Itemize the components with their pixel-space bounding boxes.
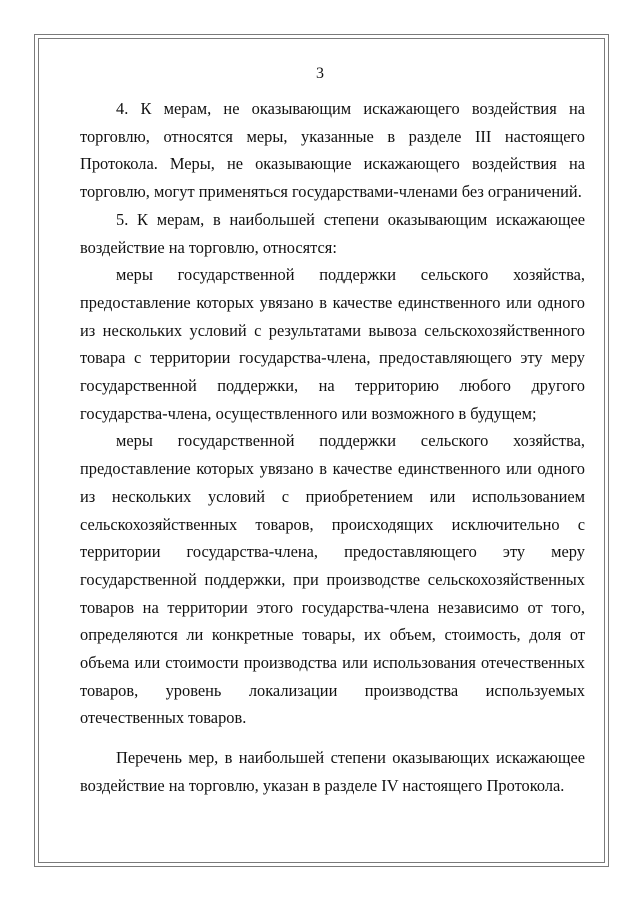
- paragraph-4: 4. К мерам, не оказывающим искажающего воздействия на торговлю, относятся меры, указанные в разделе III настоящего Протокола. Меры, не оказывающие искажающего воздействия на торговлю, могут применяться государствами-членами без ограничений.: [80, 99, 585, 202]
- paragraph-5: 5. К мерам, в наибольшей степени оказывающим искажающее воздействие на торговлю, относятся:: [80, 209, 585, 257]
- paragraph-5-item-1: меры государственной поддержки сельского хозяйства, предоставление которых увязано в качестве единственного или одного из нескольких условий с результатами вывоза сельскохозяйственного товара с территории государства-члена, предоставляющего эту меру государственной поддержки, на территорию любого другого государства-члена, осуществленного или возможного в будущем;: [80, 265, 585, 423]
- document-body: [80, 95, 585, 800]
- page-number: 3: [316, 65, 324, 82]
- paragraph-5-item-2: меры государственной поддержки сельского хозяйства, предоставление которых увязано в качестве единственного или одного из нескольких условий с приобретением или использованием сельскохозяйственных товаров, происходящих исключительно с территории государства-члена, предоставляющего эту меру государственной поддержки, при производстве сельскохозяйственных товаров на территории этого государства-члена независимо от того, определяются ли конкретные товары, их объем, стоимость, доля от объема или стоимости производства или использования отечественных товаров, уровень локализации производства используемых отечественных товаров.: [80, 431, 585, 728]
- paragraph-list-reference: Перечень мер, в наибольшей степени оказывающих искажающее воздействие на торговлю, указан в разделе IV настоящего Протокола.: [80, 748, 585, 795]
